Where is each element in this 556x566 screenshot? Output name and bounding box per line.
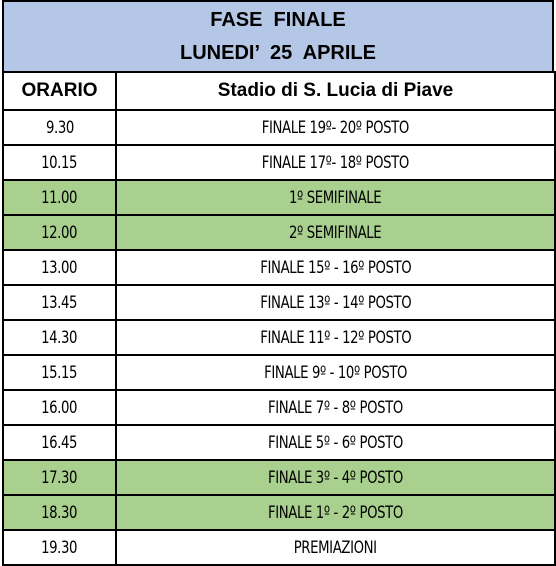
time-cell: 11.00 [3, 180, 116, 215]
table-row [3, 320, 555, 355]
event-cell: FINALE 9º - 10º POSTO [116, 355, 555, 390]
time-cell: 13.45 [3, 285, 116, 320]
table-row [3, 215, 555, 250]
event-cell: 2º SEMIFINALE [116, 215, 555, 250]
event-cell: FINALE 11º - 12º POSTO [116, 320, 555, 355]
event-cell: FINALE 19º- 20º POSTO [116, 110, 555, 145]
table-row [3, 425, 555, 460]
event-cell: FINALE 1º - 2º POSTO [116, 495, 555, 530]
time-cell: 16.00 [3, 390, 116, 425]
venue-column-header: Stadio di S. Lucia di Piave [116, 72, 555, 110]
time-cell: 17.30 [3, 460, 116, 495]
event-cell: PREMIAZIONI [116, 530, 555, 565]
event-cell: FINALE 5º - 6º POSTO [116, 425, 555, 460]
time-cell: 18.30 [3, 495, 116, 530]
time-cell: 10.15 [3, 145, 116, 180]
event-cell: FINALE 7º - 8º POSTO [116, 390, 555, 425]
table-row [3, 145, 555, 180]
table-row [3, 180, 555, 215]
event-cell: FINALE 13º - 14º POSTO [116, 285, 555, 320]
table-row [3, 285, 555, 320]
table-row [3, 355, 555, 390]
schedule-table [2, 71, 556, 566]
event-cell: FINALE 15º - 16º POSTO [116, 250, 555, 285]
table-row [3, 110, 555, 145]
table-row [3, 530, 555, 565]
header-row [3, 72, 555, 110]
table-row [3, 390, 555, 425]
time-cell: 12.00 [3, 215, 116, 250]
event-cell: 1º SEMIFINALE [116, 180, 555, 215]
phase-title: FASE FINALE [210, 9, 346, 31]
time-cell: 15.15 [3, 355, 116, 390]
time-cell: 14.30 [3, 320, 116, 355]
time-column-header: ORARIO [3, 72, 116, 110]
event-cell: FINALE 17º- 18º POSTO [116, 145, 555, 180]
table-row [3, 495, 555, 530]
table-row [3, 250, 555, 285]
schedule-body [3, 110, 555, 565]
time-cell: 19.30 [3, 530, 116, 565]
date-title: LUNEDI’ 25 APRILE [180, 42, 376, 64]
time-cell: 13.00 [3, 250, 116, 285]
title-block [2, 0, 554, 71]
event-cell: FINALE 3º - 4º POSTO [116, 460, 555, 495]
time-cell: 9.30 [3, 110, 116, 145]
time-cell: 16.45 [3, 425, 116, 460]
table-row [3, 460, 555, 495]
